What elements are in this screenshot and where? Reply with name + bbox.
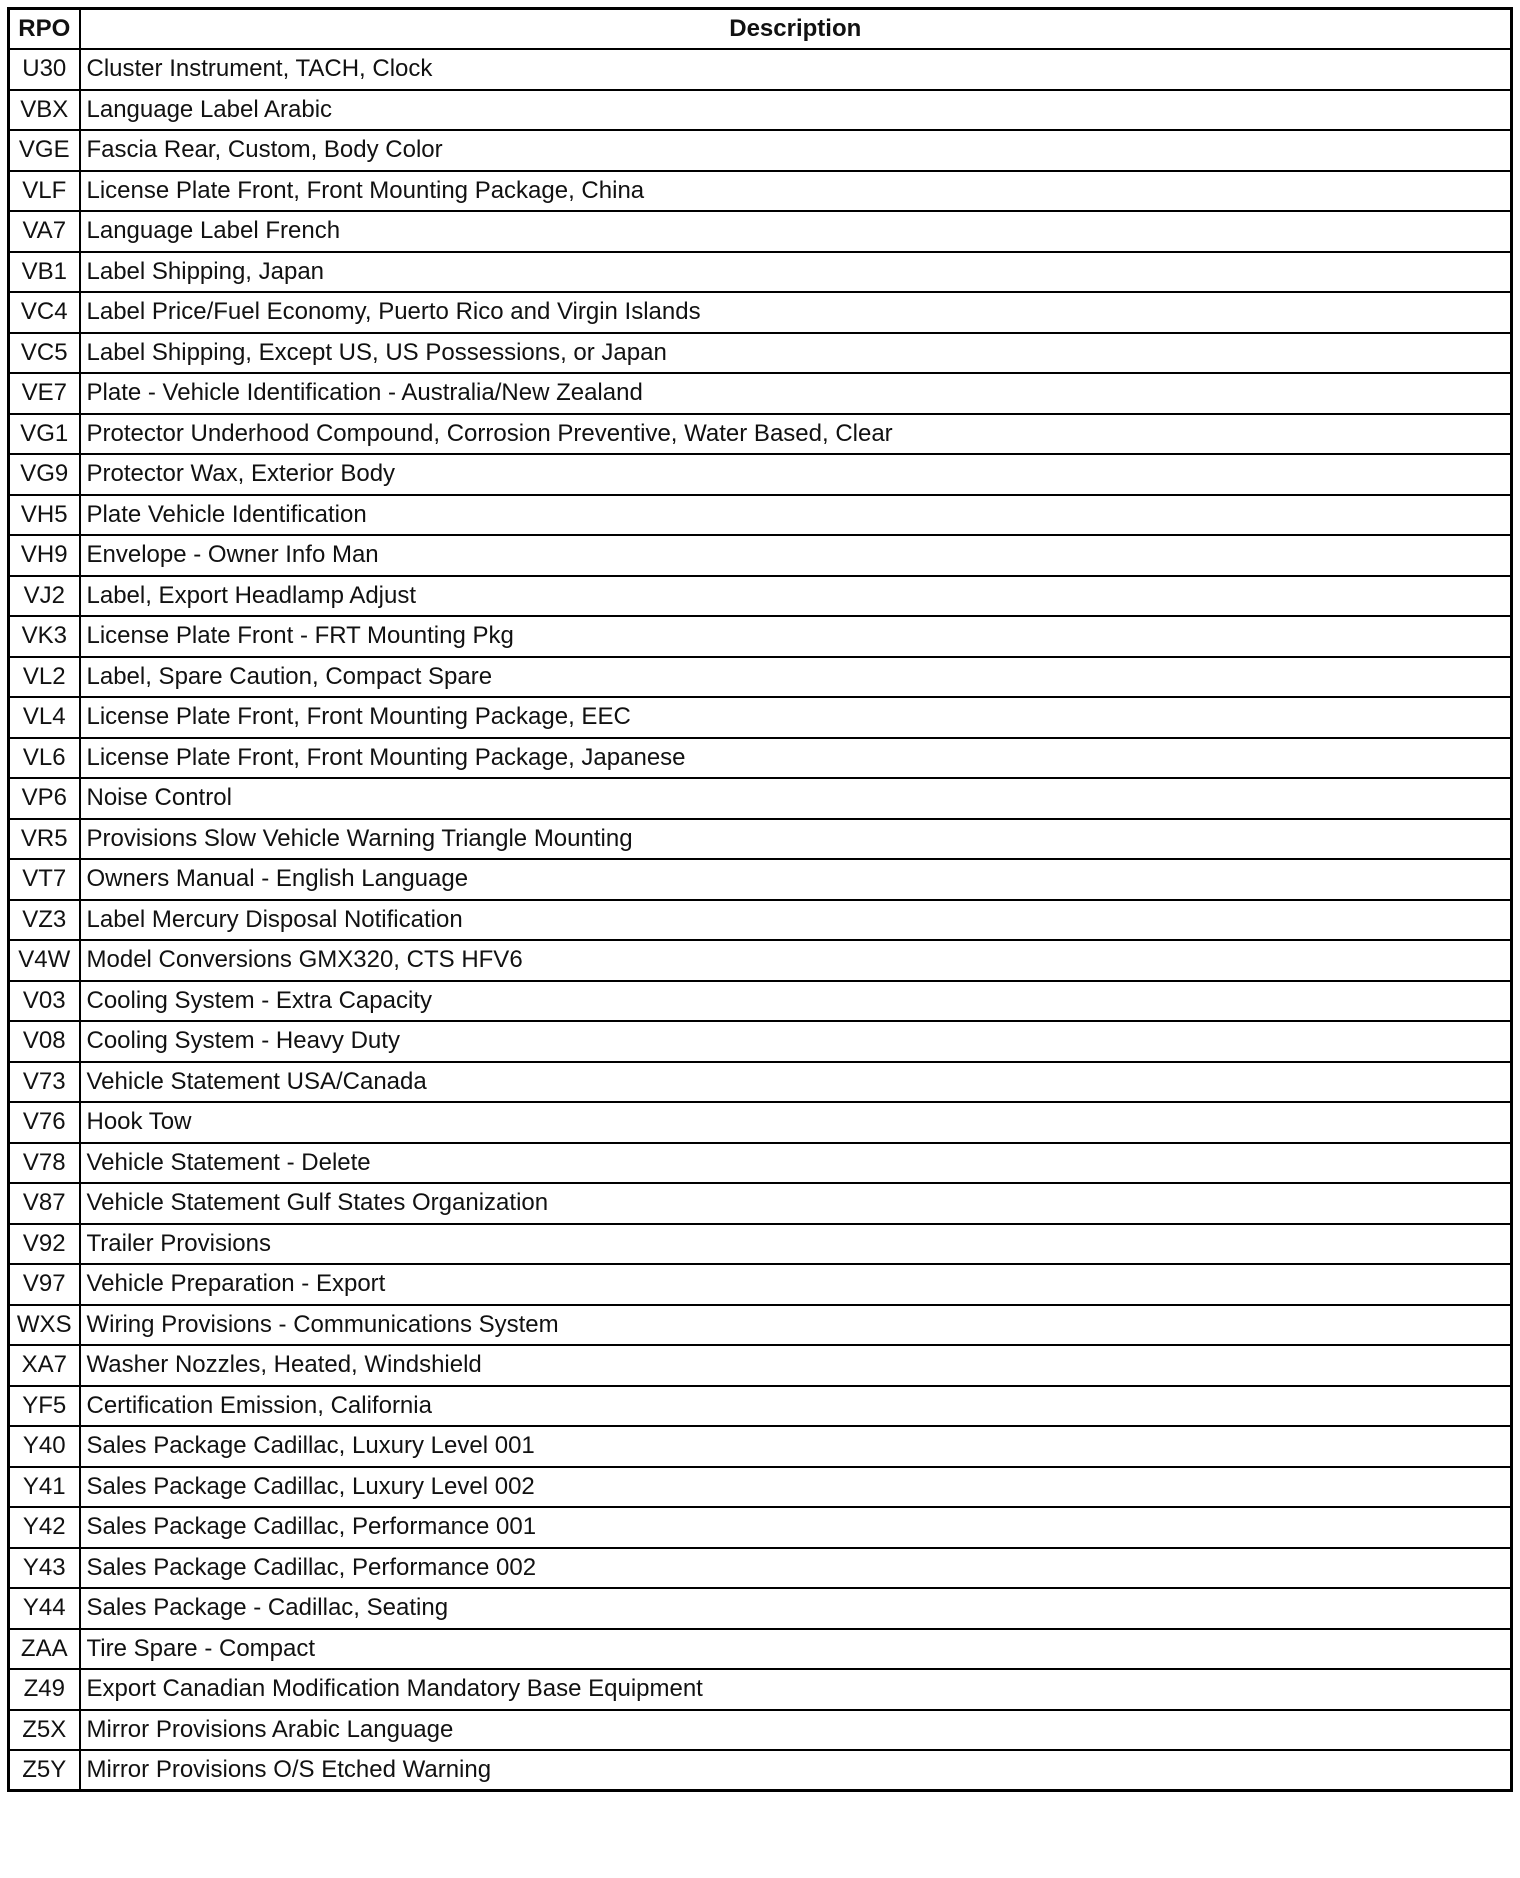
rpo-code-cell: Z5X	[9, 1710, 80, 1751]
rpo-code-cell: VG9	[9, 454, 80, 495]
rpo-code-cell: VLF	[9, 171, 80, 212]
rpo-code-cell: VT7	[9, 859, 80, 900]
description-cell: Envelope - Owner Info Man	[80, 535, 1512, 576]
table-row	[9, 1102, 1512, 1143]
header-description: Description	[80, 9, 1512, 50]
description-cell: Vehicle Preparation - Export	[80, 1264, 1512, 1305]
table-row	[9, 90, 1512, 131]
description-cell: Noise Control	[80, 778, 1512, 819]
table-row	[9, 373, 1512, 414]
rpo-code-cell: VC5	[9, 333, 80, 374]
description-cell: License Plate Front, Front Mounting Package, China	[80, 171, 1512, 212]
rpo-code-cell: V97	[9, 1264, 80, 1305]
description-cell: Plate - Vehicle Identification - Australia/New Zealand	[80, 373, 1512, 414]
rpo-code-cell: V73	[9, 1062, 80, 1103]
table-row	[9, 1386, 1512, 1427]
description-cell: License Plate Front, Front Mounting Package, EEC	[80, 697, 1512, 738]
rpo-code-cell: Y42	[9, 1507, 80, 1548]
description-cell: Provisions Slow Vehicle Warning Triangle Mounting	[80, 819, 1512, 860]
table-row	[9, 1224, 1512, 1265]
description-cell: Trailer Provisions	[80, 1224, 1512, 1265]
table-row	[9, 1750, 1512, 1791]
description-cell: Sales Package Cadillac, Luxury Level 002	[80, 1467, 1512, 1508]
rpo-code-cell: VL4	[9, 697, 80, 738]
table-row	[9, 1426, 1512, 1467]
table-row	[9, 819, 1512, 860]
description-cell: Vehicle Statement - Delete	[80, 1143, 1512, 1184]
table-row	[9, 738, 1512, 779]
description-cell: Sales Package - Cadillac, Seating	[80, 1588, 1512, 1629]
description-cell: Plate Vehicle Identification	[80, 495, 1512, 536]
description-cell: Protector Underhood Compound, Corrosion Preventive, Water Based, Clear	[80, 414, 1512, 455]
description-cell: Language Label Arabic	[80, 90, 1512, 131]
rpo-code-cell: Y40	[9, 1426, 80, 1467]
rpo-code-cell: VL6	[9, 738, 80, 779]
description-cell: Washer Nozzles, Heated, Windshield	[80, 1345, 1512, 1386]
table-row	[9, 1183, 1512, 1224]
rpo-code-cell: VJ2	[9, 576, 80, 617]
description-cell: Label, Export Headlamp Adjust	[80, 576, 1512, 617]
rpo-code-cell: V03	[9, 981, 80, 1022]
description-cell: Label Price/Fuel Economy, Puerto Rico and Virgin Islands	[80, 292, 1512, 333]
table-row	[9, 1629, 1512, 1670]
table-row	[9, 981, 1512, 1022]
description-cell: Fascia Rear, Custom, Body Color	[80, 130, 1512, 171]
rpo-code-cell: VP6	[9, 778, 80, 819]
description-cell: Export Canadian Modification Mandatory Base Equipment	[80, 1669, 1512, 1710]
table-row	[9, 1143, 1512, 1184]
description-cell: Model Conversions GMX320, CTS HFV6	[80, 940, 1512, 981]
table-row	[9, 171, 1512, 212]
table-row	[9, 657, 1512, 698]
rpo-code-cell: VH5	[9, 495, 80, 536]
table-row	[9, 535, 1512, 576]
description-cell: License Plate Front, Front Mounting Package, Japanese	[80, 738, 1512, 779]
description-cell: Cooling System - Heavy Duty	[80, 1021, 1512, 1062]
description-cell: Label, Spare Caution, Compact Spare	[80, 657, 1512, 698]
rpo-code-cell: VZ3	[9, 900, 80, 941]
description-cell: Wiring Provisions - Communications System	[80, 1305, 1512, 1346]
rpo-code-cell: VC4	[9, 292, 80, 333]
rpo-code-cell: V92	[9, 1224, 80, 1265]
table-row	[9, 1710, 1512, 1751]
rpo-code-cell: VH9	[9, 535, 80, 576]
rpo-code-cell: V08	[9, 1021, 80, 1062]
table-row	[9, 1588, 1512, 1629]
rpo-code-cell: VGE	[9, 130, 80, 171]
description-cell: Owners Manual - English Language	[80, 859, 1512, 900]
table-row	[9, 1548, 1512, 1589]
table-row	[9, 130, 1512, 171]
rpo-code-cell: XA7	[9, 1345, 80, 1386]
rpo-code-cell: Y41	[9, 1467, 80, 1508]
table-row	[9, 1305, 1512, 1346]
description-cell: Mirror Provisions Arabic Language	[80, 1710, 1512, 1751]
table-row	[9, 333, 1512, 374]
description-cell: Tire Spare - Compact	[80, 1629, 1512, 1670]
description-cell: Hook Tow	[80, 1102, 1512, 1143]
description-cell: Sales Package Cadillac, Luxury Level 001	[80, 1426, 1512, 1467]
table-row	[9, 292, 1512, 333]
rpo-code-cell: V78	[9, 1143, 80, 1184]
rpo-code-cell: Z5Y	[9, 1750, 80, 1791]
table-row	[9, 495, 1512, 536]
description-cell: License Plate Front - FRT Mounting Pkg	[80, 616, 1512, 657]
table-row	[9, 49, 1512, 90]
description-cell: Vehicle Statement USA/Canada	[80, 1062, 1512, 1103]
description-cell: Cluster Instrument, TACH, Clock	[80, 49, 1512, 90]
rpo-code-cell: VR5	[9, 819, 80, 860]
table-row	[9, 1345, 1512, 1386]
rpo-code-cell: VBX	[9, 90, 80, 131]
table-row	[9, 940, 1512, 981]
table-row	[9, 697, 1512, 738]
rpo-code-cell: VB1	[9, 252, 80, 293]
description-cell: Mirror Provisions O/S Etched Warning	[80, 1750, 1512, 1791]
description-cell: Sales Package Cadillac, Performance 001	[80, 1507, 1512, 1548]
table-row	[9, 900, 1512, 941]
description-cell: Protector Wax, Exterior Body	[80, 454, 1512, 495]
rpo-code-cell: VA7	[9, 211, 80, 252]
table-row	[9, 1264, 1512, 1305]
rpo-code-cell: VK3	[9, 616, 80, 657]
rpo-code-cell: ZAA	[9, 1629, 80, 1670]
table-row	[9, 252, 1512, 293]
rpo-code-cell: VE7	[9, 373, 80, 414]
rpo-code-cell: V76	[9, 1102, 80, 1143]
table-body	[9, 49, 1512, 1791]
rpo-code-cell: YF5	[9, 1386, 80, 1427]
rpo-code-cell: V4W	[9, 940, 80, 981]
description-cell: Certification Emission, California	[80, 1386, 1512, 1427]
table-row	[9, 576, 1512, 617]
header-rpo: RPO	[9, 9, 80, 50]
description-cell: Label Shipping, Japan	[80, 252, 1512, 293]
table-row	[9, 211, 1512, 252]
table-row	[9, 1669, 1512, 1710]
description-cell: Sales Package Cadillac, Performance 002	[80, 1548, 1512, 1589]
table-row	[9, 616, 1512, 657]
table-row	[9, 1507, 1512, 1548]
description-cell: Vehicle Statement Gulf States Organization	[80, 1183, 1512, 1224]
rpo-code-cell: U30	[9, 49, 80, 90]
rpo-code-cell: WXS	[9, 1305, 80, 1346]
rpo-code-cell: VL2	[9, 657, 80, 698]
table-row	[9, 859, 1512, 900]
rpo-code-cell: Z49	[9, 1669, 80, 1710]
description-cell: Label Mercury Disposal Notification	[80, 900, 1512, 941]
rpo-code-cell: Y44	[9, 1588, 80, 1629]
rpo-code-cell: Y43	[9, 1548, 80, 1589]
table-row	[9, 1467, 1512, 1508]
table-row	[9, 1021, 1512, 1062]
table-row	[9, 778, 1512, 819]
table-row	[9, 414, 1512, 455]
description-cell: Label Shipping, Except US, US Possessions, or Japan	[80, 333, 1512, 374]
table-row	[9, 454, 1512, 495]
table-header-row	[9, 9, 1512, 50]
rpo-code-cell: VG1	[9, 414, 80, 455]
table-row	[9, 1062, 1512, 1103]
rpo-table	[7, 7, 1513, 1792]
rpo-code-cell: V87	[9, 1183, 80, 1224]
description-cell: Cooling System - Extra Capacity	[80, 981, 1512, 1022]
description-cell: Language Label French	[80, 211, 1512, 252]
rpo-table-container	[7, 7, 1513, 1792]
